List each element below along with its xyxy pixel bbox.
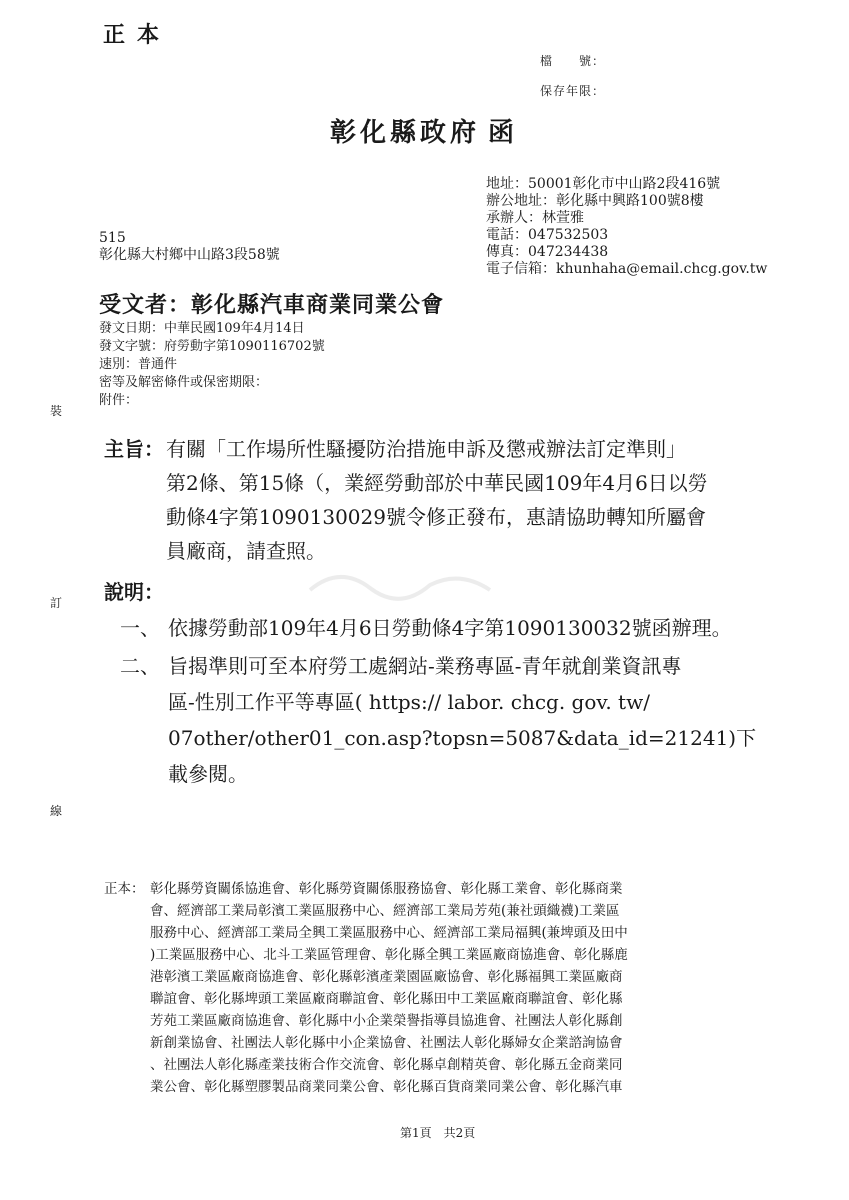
binding-mark-zhuang: 裝 <box>50 404 63 418</box>
recipient: 受文者：彰化縣汽車商業同業公會 <box>99 292 445 318</box>
issue-date: 發文日期：中華民國109年4月14日 <box>99 321 305 336</box>
doc-number: 發文字號：府勞動字第1090116702號 <box>99 339 325 354</box>
sender-phone: 電話：047532503 <box>486 227 609 243</box>
cc-line: 新創業協會、社團法人彰化縣中小企業協會、社團法人彰化縣婦女企業諮詢協會 <box>150 1035 623 1051</box>
cc-line: 彰化縣勞資關係協進會、彰化縣勞資關係服務協會、彰化縣工業會、彰化縣商業 <box>150 881 623 897</box>
issuing-org: 彰化縣政府 <box>330 118 481 148</box>
cc-line: 芳苑工業區廠商協進會、彰化縣中小企業榮譽指導員協進會、社團法人彰化縣創 <box>150 1013 623 1029</box>
page-number: 第1頁 共2頁 <box>400 1126 476 1140</box>
item-line: 區-性別工作平等專區( https:// labor. chcg. gov. tw/ <box>168 690 650 714</box>
cc-label: 正本： <box>104 881 145 897</box>
sender-block <box>486 176 767 278</box>
retention-label: 保存年限： <box>540 84 606 98</box>
doc-type: 函 <box>488 118 515 148</box>
cc-line: 聯誼會、彰化縣埤頭工業區廠商聯誼會、彰化縣田中工業區廠商聯誼會、彰化縣 <box>150 991 623 1007</box>
recipient-street: 彰化縣大村鄉中山路3段58號 <box>99 247 280 263</box>
sender-address: 地址：50001彰化市中山路2段416號 <box>486 176 721 192</box>
attachment: 附件： <box>99 393 139 408</box>
secrecy-class: 密等及解密條件或保密期限： <box>99 375 269 390</box>
faint-stamp-mark <box>300 560 500 610</box>
cc-line: 會、經濟部工業局彰濱工業區服務中心、經濟部工業局芳苑(兼社頭織襪)工業區 <box>150 903 620 919</box>
description-label: 說明： <box>104 580 164 604</box>
item-number: 二、 <box>120 654 160 678</box>
cc-line: 港彰濱工業區廠商協進會、彰化縣彰濱產業園區廠協會、彰化縣福興工業區廠商 <box>150 969 623 985</box>
file-number-label: 檔 號： <box>540 54 606 68</box>
subject-line: 動條4字第1090130029號令修正發布，惠請協助轉知所屬會 <box>166 505 706 529</box>
cc-line: 服務中心、經濟部工業局全興工業區服務中心、經濟部工業局福興(兼埤頭及田中 <box>150 925 628 941</box>
subject-label: 主旨： <box>104 437 164 461</box>
subject-line: 第2條、第15條（，業經勞動部於中華民國109年4月6日以勞 <box>166 471 708 495</box>
item-number: 一、 <box>120 616 160 640</box>
sender-email: 電子信箱：khunhaha@email.chcg.gov.tw <box>486 261 768 277</box>
sender-office: 辦公地址：彰化縣中興路100號8樓 <box>486 193 704 209</box>
cc-line: 、社團法人彰化縣產業技術合作交流會、彰化縣卓創精英會、彰化縣五金商業同 <box>150 1057 623 1073</box>
sender-fax: 傳真：047234438 <box>486 244 609 260</box>
sender-handler: 承辦人：林萱雅 <box>486 210 584 226</box>
cc-line: )工業區服務中心、北斗工業區管理會、彰化縣全興工業區廠商協進會、彰化縣鹿 <box>150 947 628 963</box>
recipient-zip: 515 <box>99 230 126 246</box>
subject-line: 員廠商，請查照。 <box>166 539 326 563</box>
item-line: 旨揭準則可至本府勞工處網站-業務專區-青年就創業資訊專 <box>168 654 682 678</box>
subject-line: 有關「工作場所性騷擾防治措施申訴及懲戒辦法訂定準則」 <box>166 437 686 461</box>
binding-mark-ding: 訂 <box>50 596 63 610</box>
cc-line: 業公會、彰化縣塑膠製品商業同業公會、彰化縣百貨商業同業公會、彰化縣汽車 <box>150 1079 623 1095</box>
copy-mark: 正本 <box>103 22 172 48</box>
recipient-address <box>99 230 280 264</box>
item-line: 載參閱。 <box>168 762 248 786</box>
item-line: 依據勞動部109年4月6日勞動條4字第1090130032號函辦理。 <box>168 616 732 640</box>
binding-mark-xian: 線 <box>50 804 63 818</box>
item-line: 07other/other01_con.asp?topsn=5087&data_id=21241)下 <box>168 726 757 750</box>
doc-meta <box>99 320 325 410</box>
speed-class: 速別：普通件 <box>99 357 178 372</box>
